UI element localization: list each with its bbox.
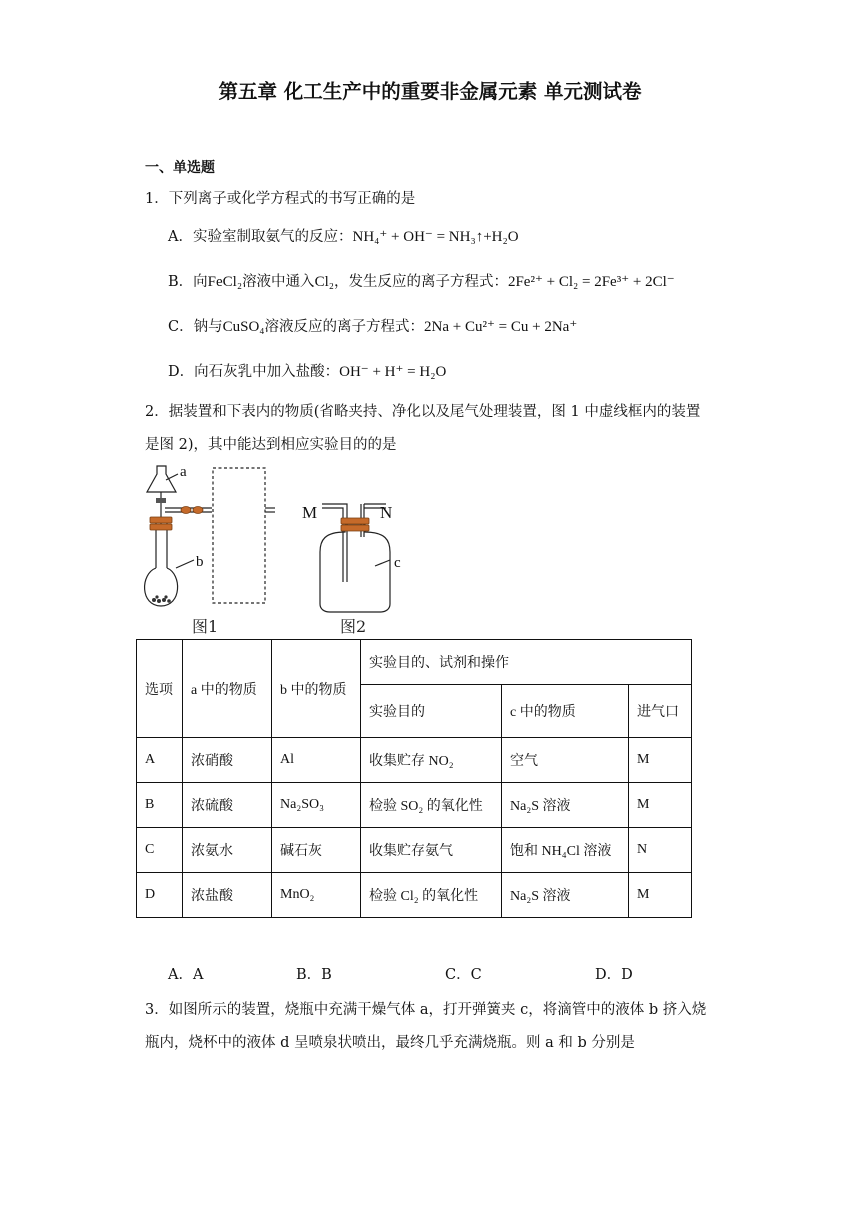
fig2-caption: 图2 [340,617,367,636]
th-purpose: 实验目的 [361,685,502,738]
table-row [137,873,692,918]
q1-d-equation: OH⁻ + H⁺ = H₂O [339,364,447,380]
q1-b-text3: ，发生反应的离子方程式： [333,274,508,290]
q2-answer-a: A．A [168,967,204,983]
q1-option-d [168,360,446,381]
label-a: a [180,464,187,480]
q1-b-formula1: FeCl₂ [207,274,243,290]
table-row [137,738,692,783]
q1-c-equation: 2Na + Cu²⁺ = Cu + 2Na⁺ [424,319,578,335]
cell-b: MnO₂ [272,873,361,918]
th-option: 选项 [137,640,183,738]
label-n: N [380,503,393,522]
apparatus-figure [142,462,412,637]
cell-opt: B [137,783,183,828]
q2-answer-b: B．B [296,967,332,983]
round-flask-b [145,568,178,606]
q3-stem-line2: 瓶内，烧杯中的液体 d 呈喷泉状喷出，最终几乎充满烧瓶。则 a 和 b 分别是 [145,1035,635,1051]
cell-a: 浓氨水 [183,828,272,873]
cell-purpose: 收集贮存氨气 [361,828,502,873]
th-a: a 中的物质 [183,640,272,738]
cell-inlet: M [629,873,692,918]
th-b: b 中的物质 [272,640,361,738]
cell-a: 浓硝酸 [183,738,272,783]
section-heading: 一、单选题 [145,160,215,176]
q1-c-text1: C．钠与 [168,319,223,335]
q1-b-formula2: Cl₂ [314,274,334,290]
cell-b: Al [272,738,361,783]
cell-c: Na₂S 溶液 [502,873,629,918]
cell-purpose: 检验 SO₂ 的氧化性 [361,783,502,828]
page-title: 第五章 化工生产中的重要非金属元素 单元测试卷 [218,80,642,103]
cell-opt: C [137,828,183,873]
cell-inlet: M [629,783,692,828]
q1-a-text: A．实验室制取氨气的反应： [168,229,353,245]
q1-b-equation: 2Fe²⁺ + Cl₂ = 2Fe³⁺ + 2Cl⁻ [507,274,675,290]
th-inlet: 进气口 [629,685,692,738]
experiment-table [136,639,692,918]
cell-c: Na₂S 溶液 [502,783,629,828]
table-row [137,828,692,873]
q3-stem-line1: 3．如图所示的装置，烧瓶中充满干燥气体 a，打开弹簧夹 c，将滴管中的液体 b 挤入烧 [145,1002,707,1018]
th-c: c 中的物质 [502,685,629,738]
gas-washing-bottle-c [320,524,390,612]
cell-purpose: 收集贮存 NO₂ [361,738,502,783]
dashed-box [213,468,265,603]
label-m: M [302,503,318,522]
cell-a: 浓硫酸 [183,783,272,828]
q1-stem: 1．下列离子或化学方程式的书写正确的是 [145,191,416,207]
cell-a: 浓盐酸 [183,873,272,918]
q2-answer-d: D．D [595,967,633,983]
cell-b: 碱石灰 [272,828,361,873]
q1-d-text: D．向石灰乳中加入盐酸： [168,364,340,380]
cell-inlet: N [629,828,692,873]
q2-answer-c: C．C [445,967,482,983]
q1-a-equation: NH₄⁺ + OH⁻ = NH₃↑+H₂O [352,229,519,245]
table-row [137,783,692,828]
q1-option-b [168,270,675,291]
cell-c: 空气 [502,738,629,783]
th-group: 实验目的、试剂和操作 [361,640,692,685]
q1-option-a [168,225,519,246]
q1-c-formula: CuSO₄ [222,319,265,335]
q1-b-text1: B．向 [168,274,208,290]
q2-stem-line2: 是图 2)，其中能达到相应实验目的的是 [145,437,397,453]
cell-c: 饱和 NH₄Cl 溶液 [502,828,629,873]
q2-stem-line1: 2．据装置和下表内的物质(省略夹持、净化以及尾气处理装置，图 1 中虚线框内的装置 [145,404,701,420]
label-b: b [196,554,204,570]
dropping-funnel-a [147,466,176,492]
cell-b: Na₂SO₃ [272,783,361,828]
label-c: c [394,555,401,571]
q1-option-c [168,315,577,336]
fig1-caption: 图1 [192,617,219,636]
cell-opt: A [137,738,183,783]
cell-purpose: 检验 Cl₂ 的氧化性 [361,873,502,918]
q1-c-text2: 溶液反应的离子方程式： [264,319,425,335]
q1-b-text2: 溶液中通入 [242,274,315,290]
cell-inlet: M [629,738,692,783]
cell-opt: D [137,873,183,918]
